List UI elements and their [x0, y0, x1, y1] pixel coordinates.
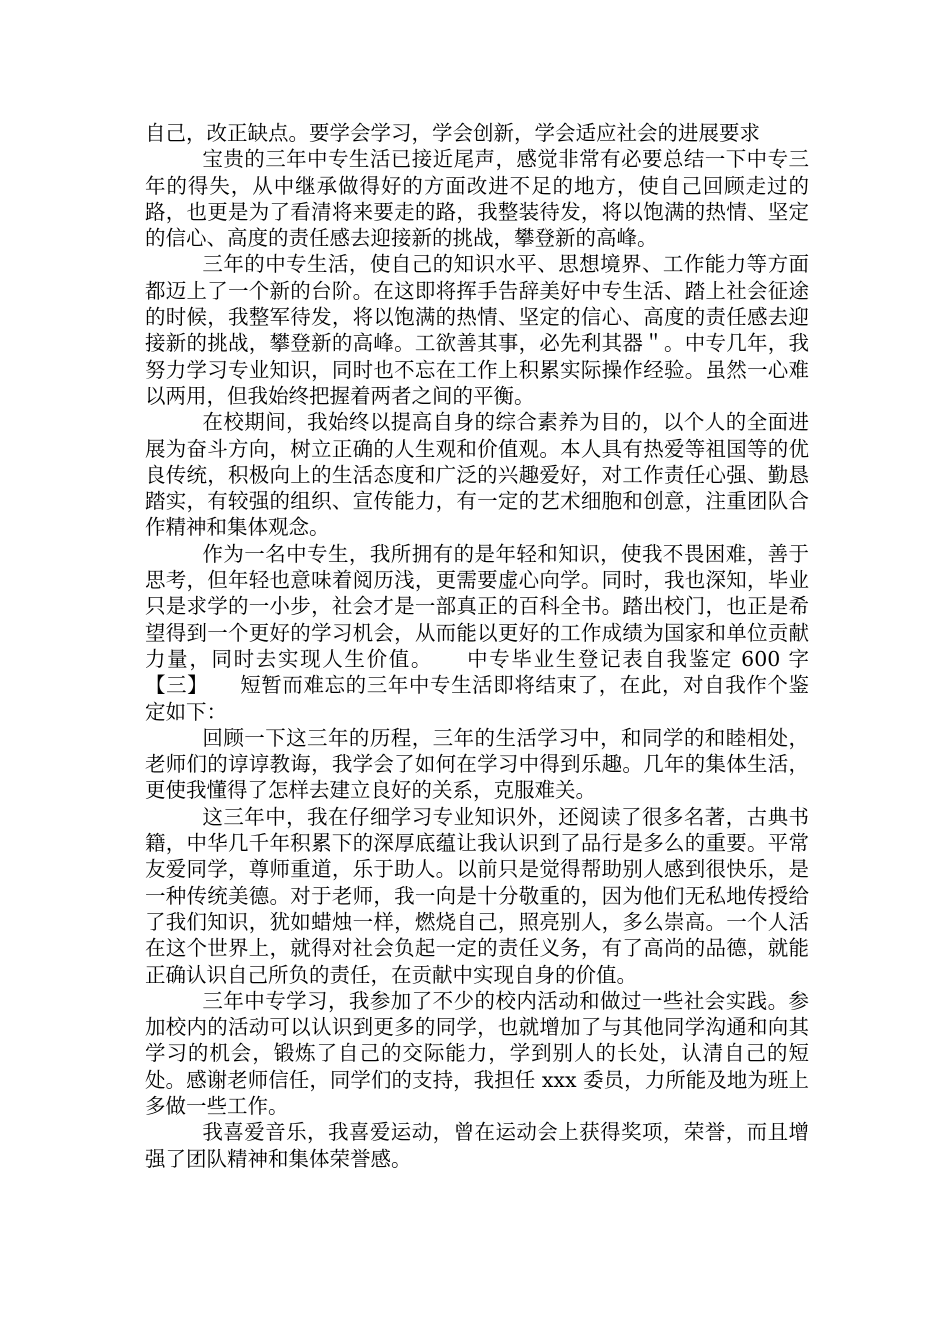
paragraph-1: 自己，改正缺点。要学会学习，学会创新，学会适应社会的进展要求 [145, 121, 760, 145]
paragraph-4: 在校期间，我始终以提高自身的综合素养为目的，以个人的全面进展为奋斗方向，树立正确的人生观和价值观。本人具有热爱等祖国等的优良传统，积极向上的生活态度和广泛的兴趣爱好，对工作责任心强、勤恳踏实，有较强的组织、宣传能力，有一定的艺术细胞和创意，注重团队合作精神和集体观念。 [145, 410, 809, 540]
paragraph-6: 回顾一下这三年的历程，三年的生活学习中，和同学的和睦相处，老师们的谆谆教诲，我学会了如何在学习中得到乐趣。几年的集体生活，更使我懂得了怎样去建立良好的关系，克服难关。 [145, 725, 809, 803]
paragraph-8: 三年中专学习，我参加了不少的校内活动和做过一些社会实践。参加校内的活动可以认识到更多的同学，也就增加了与其他同学沟通和向其学习的机会，锻炼了自己的交际能力，学到别人的长处，认清自己的短处。感谢老师信任，同学们的支持，我担任 xxx 委员，力所能及地为班上多做一些工作。 [145, 988, 809, 1118]
paragraph-3: 三年的中专生活，使自己的知识水平、思想境界、工作能力等方面都迈上了一个新的台阶。在这即将挥手告辞美好中专生活、踏上社会征途的时候，我整军待发，将以饱满的热情、坚定的信心、高度的责任感去迎接新的挑战，攀登新的高峰。工欲善其事，必先利其器＂。中专几年，我努力学习专业知识，同时也不忘在工作上积累实际操作经验。虽然一心难以两用，但我始终把握着两者之间的平衡。 [145, 252, 809, 408]
paragraph-9: 我喜爱音乐，我喜爱运动，曾在运动会上获得奖项，荣誉，而且增强了团队精神和集体荣誉感。 [145, 1120, 809, 1171]
paragraph-2: 宝贵的三年中专生活已接近尾声，感觉非常有必要总结一下中专三年的得失，从中继承做得好的方面改进不足的地方，使自己回顾走过的路，也更是为了看清将来要走的路，我整装待发，将以饱满的热情、坚定的信心、高度的责任感去迎接新的挑战，攀登新的高峰。 [145, 147, 809, 251]
paragraph-5: 作为一名中专生，我所拥有的是年轻和知识，使我不畏困难，善于思考，但年轻也意味着阅历浅，更需要虚心向学。同时，我也深知，毕业只是求学的一小步，社会才是一部真正的百科全书。踏出校门，也正是希望得到一个更好的学习机会，从而能以更好的工作成绩为国家和单位贡献力量，同时去实现人生价值。 中专毕业生登记表自我鉴定 600 字【三】 短暂而难忘的三年中专生活即将结束了，在此，对自我作个鉴定如下： [145, 541, 809, 724]
paragraph-7: 这三年中，我在仔细学习专业知识外，还阅读了很多名著，古典书籍，中华几千年积累下的深厚底蕴让我认识到了品行是多么的重要。平常友爱同学，尊师重道，乐于助人。以前只是觉得帮助别人感到很快乐，是一种传统美德。对于老师，我一向是十分敬重的，因为他们无私地传授给了我们知识，犹如蜡烛一样，燃烧自己，照亮别人，多么崇高。一个人活在这个世界上，就得对社会负起一定的责任义务，有了高尚的品德，就能正确认识自己所负的责任，在贡献中实现自身的价值。 [145, 804, 809, 987]
document-body [145, 120, 809, 1172]
